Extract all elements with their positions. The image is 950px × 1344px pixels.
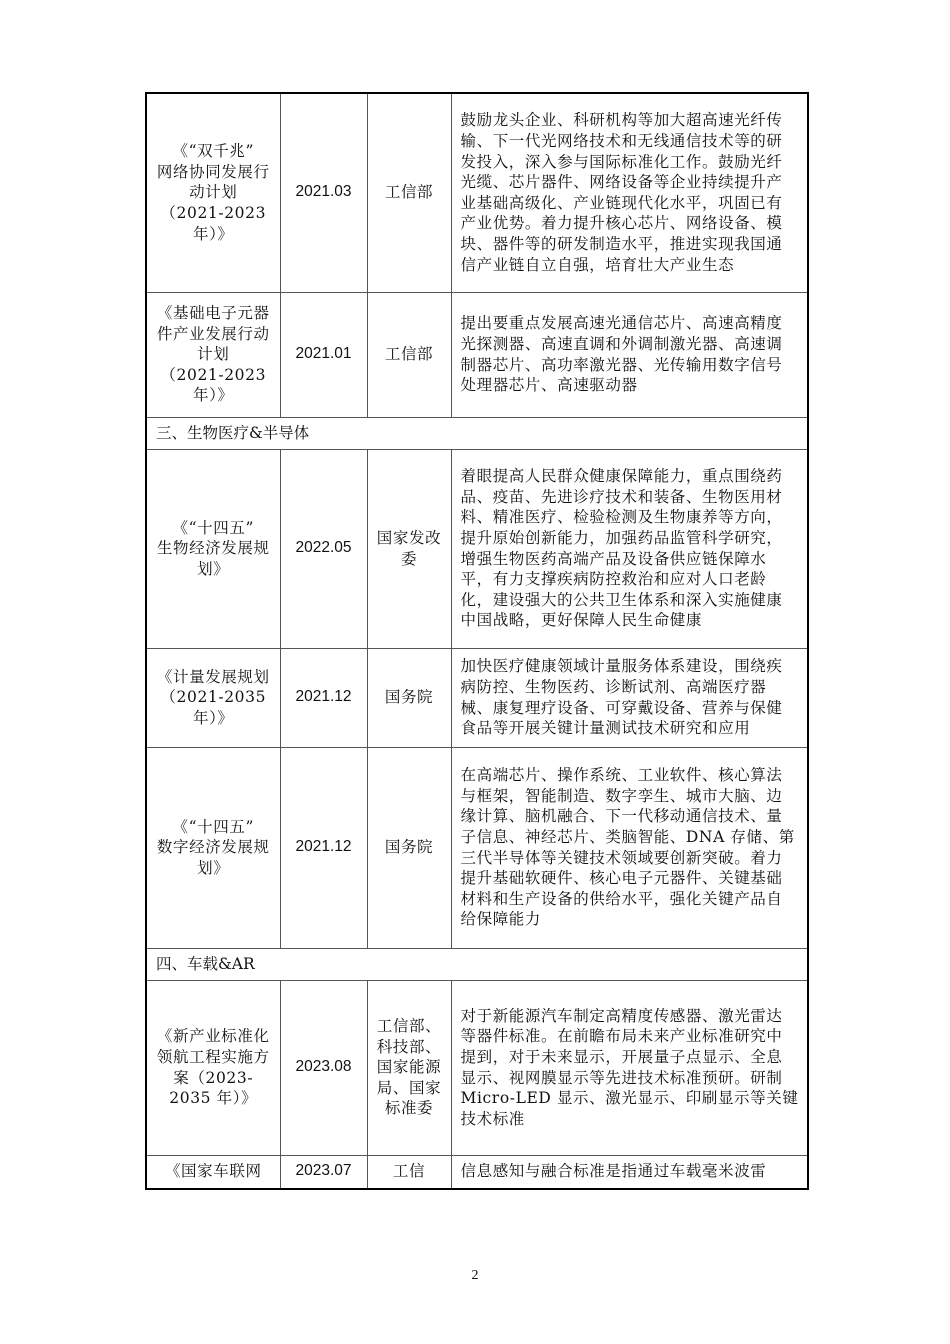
policy-title-line: （2021-2023 [160,365,267,384]
description-cell [451,292,808,417]
policy-title-cell [146,648,280,747]
policy-title-line: 计划 [197,345,230,364]
date-cell: 2023.08 [280,980,367,1155]
description-line: 平，有力支撑疾病防控救治和应对人口老龄 [460,570,767,589]
policy-title-line: 《“十四五” [172,817,254,836]
policy-title-line: 数字经济发展规 [156,838,270,857]
policy-title-line: 《基础电子元器 [156,304,270,323]
description-line: 食品等开展关键计量测试技术研究和应用 [460,719,751,738]
policy-title-line: 《国家车联网 [164,1162,262,1181]
policy-title-cell [146,980,280,1155]
date-cell: 2021.12 [280,648,367,747]
description-line: 输、下一代光网络技术和无线通信技术等的研 [460,131,783,150]
description-line: 缘计算、脑机融合、下一代移动通信技术、量 [460,807,783,826]
policy-title-cell [146,93,280,292]
description-line: 制器芯片、高功率激光器、光传输用数字信号 [460,355,783,374]
policy-title-line: 年）》 [192,708,234,727]
department-cell [367,747,451,948]
department-line: 工信 [392,1162,426,1181]
section-heading: 四、车载&AR [146,948,808,980]
table-row [146,1155,808,1189]
department-line: 国家能源 [376,1058,442,1077]
policy-title-line: 《“双千兆” [172,142,254,161]
section-row [146,417,808,449]
department-cell [367,648,451,747]
description-line: 鼓励龙头企业、科研机构等加大超高速光纤传 [460,111,783,130]
department-line: 科技部、 [376,1037,442,1056]
description-cell [451,1155,808,1189]
policy-table [145,92,809,1190]
department-cell [367,1155,451,1189]
department-line: 委 [400,549,418,568]
policy-title-line: 件产业发展行动 [156,324,270,343]
description-line: 光探测器、高速直调和外调制激光器、高速调 [460,334,783,353]
policy-title-line: 《新产业标准化 [156,1027,270,1046]
description-line: 三代半导体等关键技术领域要创新突破。着力 [460,848,783,867]
table-row [146,449,808,648]
description-line: 病防控、生物医药、诊断试剂、高端医疗器 [460,677,767,696]
date-cell: 2022.05 [280,449,367,648]
description-line: 提升基础软硬件、核心电子元器件、关键基础 [460,869,783,888]
description-line: 等器件标准。在前瞻布局未来产业标准研究中 [460,1027,783,1046]
description-line: 显示、视网膜显示等先进技术标准预研。研制 [460,1068,783,1087]
table-row [146,648,808,747]
policy-title-line: （2021-2035 [160,688,267,707]
date-cell: 2021.03 [280,93,367,292]
section-row [146,948,808,980]
description-cell [451,747,808,948]
policy-title-line: 2035 年）》 [169,1089,258,1108]
department-line: 工信部 [384,183,434,202]
policy-title-line: 领航工程实施方 [156,1047,270,1066]
description-line: 信产业链自立自强，培育壮大产业生态 [460,255,735,274]
description-line: Micro-LED 显示、激光显示、印刷显示等关键 [460,1089,799,1108]
department-line: 标准委 [384,1099,434,1118]
policy-title-cell [146,292,280,417]
department-line: 工信部 [384,345,434,364]
description-line: 信息感知与融合标准是指通过车载毫米波雷 [460,1162,767,1181]
table-row [146,93,808,292]
policy-title-cell [146,747,280,948]
policy-title-line: 生物经济发展规 [156,539,270,558]
policy-title-line: 《“十四五” [172,518,254,537]
description-line: 在高端芯片、操作系统、工业软件、核心算法 [460,766,783,785]
description-cell [451,449,808,648]
description-line: 产业优势。着力提升核心芯片、网络设备、模 [460,214,783,233]
table-row [146,747,808,948]
policy-title-line: 划》 [197,559,230,578]
department-cell [367,980,451,1155]
policy-title-line: 案（2023- [173,1068,254,1087]
description-line: 光缆、芯片器件、网络设备等企业持续提升产 [460,173,783,192]
date-cell: 2023.07 [280,1155,367,1189]
policy-title-cell [146,449,280,648]
policy-title-cell [146,1155,280,1189]
description-line: 械、康复理疗设备、可穿戴设备、营养与保健 [460,698,783,717]
table-row [146,980,808,1155]
department-line: 工信部、 [376,1017,442,1036]
policy-title-line: 动计划 [189,183,238,202]
policy-title-line: 年）》 [192,224,234,243]
department-cell [367,449,451,648]
description-line: 中国战略，更好保障人民生命健康 [460,611,703,630]
description-line: 增强生物医药高端产品及设备供应链保障水 [460,549,767,568]
policy-title-line: 《计量发展规划 [156,667,270,686]
department-line: 国务院 [384,838,434,857]
department-cell [367,292,451,417]
department-line: 局、国家 [376,1078,442,1097]
description-line: 材料和生产设备的供给水平，强化关键产品自 [460,889,783,908]
department-line: 国家发改 [376,528,442,547]
description-line: 技术标准 [460,1109,525,1128]
description-line: 提升原始创新能力，加强药品监管科学研究， [460,528,783,547]
description-line: 块、器件等的研发制造水平，推进实现我国通 [460,234,783,253]
table-row [146,292,808,417]
policy-title-line: 年）》 [192,386,234,405]
description-line: 料、精准医疗、检验检测及生物康养等方向， [460,508,783,527]
policy-title-line: 划》 [197,858,230,877]
policy-title-line: （2021-2023 [160,204,267,223]
description-line: 业基础高级化、产业链现代化水平，巩固已有 [460,193,783,212]
department-cell [367,93,451,292]
page-number: 2 [471,1268,479,1283]
description-line: 给保障能力 [460,910,542,929]
date-cell: 2021.12 [280,747,367,948]
description-line: 与框架，智能制造、数字孪生、城市大脑、边 [460,786,783,805]
description-line: 品、疫苗、先进诊疗技术和装备、生物医用材 [460,487,783,506]
description-cell [451,648,808,747]
description-line: 加快医疗健康领域计量服务体系建设，围绕疾 [460,657,783,676]
description-line: 化，建设强大的公共卫生体系和深入实施健康 [460,590,783,609]
description-line: 子信息、神经芯片、类脑智能、DNA 存储、第 [460,827,795,846]
section-heading: 三、生物医疗&半导体 [146,417,808,449]
description-cell [451,980,808,1155]
description-line: 发投入，深入参与国际标准化工作。鼓励光纤 [460,152,783,171]
description-line: 着眼提高人民群众健康保障能力，重点围绕药 [460,467,783,486]
date-cell: 2021.01 [280,292,367,417]
description-line: 对于新能源汽车制定高精度传感器、激光雷达 [460,1006,783,1025]
description-cell [451,93,808,292]
department-line: 国务院 [384,688,434,707]
policy-title-line: 网络协同发展行 [156,162,270,181]
description-line: 处理器芯片、高速驱动器 [460,376,638,395]
description-line: 提出要重点发展高速光通信芯片、高速高精度 [460,314,783,333]
description-line: 提到，对于未来显示，开展量子点显示、全息 [460,1047,783,1066]
